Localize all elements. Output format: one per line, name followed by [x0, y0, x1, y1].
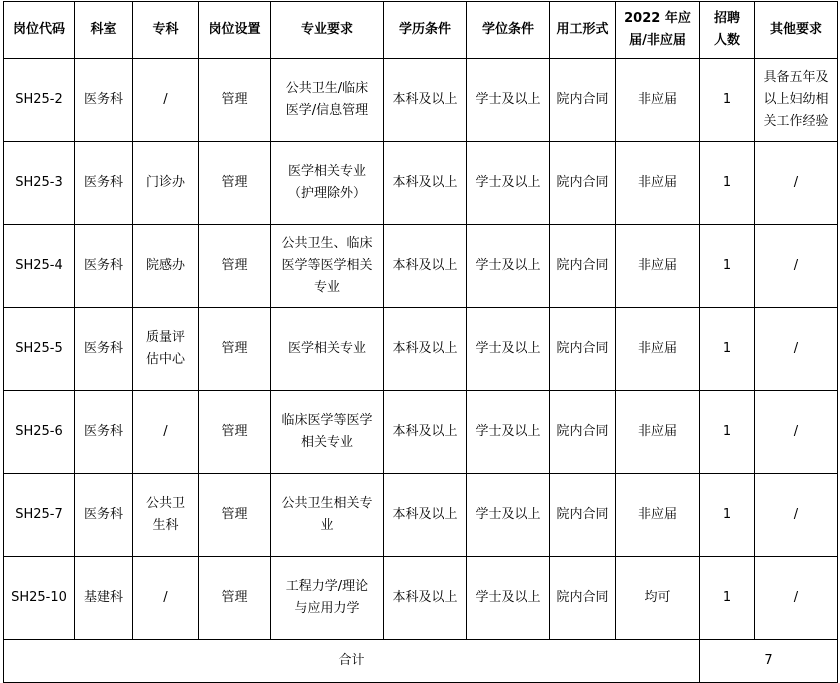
table-cell: 学士及以上 [467, 474, 550, 557]
table-cell: 本科及以上 [384, 391, 467, 474]
table-cell: 医务科 [75, 391, 133, 474]
table-cell: 本科及以上 [384, 142, 467, 225]
table-row [4, 474, 838, 557]
header-cell: 用工形式 [550, 2, 616, 59]
table-cell: / [133, 557, 199, 640]
header-cell: 专业要求 [271, 2, 384, 59]
table-cell: 医务科 [75, 59, 133, 142]
table-cell: 非应届 [616, 225, 700, 308]
table-cell: 管理 [199, 557, 271, 640]
table-cell: 管理 [199, 59, 271, 142]
header-cell: 招聘 人数 [700, 2, 755, 59]
header-cell: 专科 [133, 2, 199, 59]
total-label: 合计 [4, 640, 700, 683]
total-row [4, 640, 838, 683]
header-row [4, 2, 838, 59]
table-row [4, 59, 838, 142]
header-cell: 岗位代码 [4, 2, 75, 59]
table-cell: 基建科 [75, 557, 133, 640]
table-cell: 本科及以上 [384, 557, 467, 640]
table-cell: 1 [700, 474, 755, 557]
table-cell: 学士及以上 [467, 225, 550, 308]
table-cell: 公共卫生/临床 医学/信息管理 [271, 59, 384, 142]
table-cell: 管理 [199, 225, 271, 308]
table-cell: 非应届 [616, 391, 700, 474]
table-cell: 1 [700, 391, 755, 474]
table-cell: 管理 [199, 308, 271, 391]
table-cell: 本科及以上 [384, 474, 467, 557]
total-value: 7 [700, 640, 838, 683]
table-cell: 院内合同 [550, 142, 616, 225]
table-cell: 学士及以上 [467, 142, 550, 225]
table-row [4, 557, 838, 640]
table-cell: 医学相关专业 [271, 308, 384, 391]
table-cell: SH25-2 [4, 59, 75, 142]
header-cell: 学位条件 [467, 2, 550, 59]
table-cell: 学士及以上 [467, 391, 550, 474]
table-cell: 院内合同 [550, 308, 616, 391]
table-cell: 1 [700, 308, 755, 391]
table-cell: 1 [700, 225, 755, 308]
table-cell: 学士及以上 [467, 59, 550, 142]
table-cell: 管理 [199, 474, 271, 557]
table-cell: 本科及以上 [384, 59, 467, 142]
table-cell: 学士及以上 [467, 557, 550, 640]
table-cell: SH25-7 [4, 474, 75, 557]
table-cell: 工程力学/理论 与应用力学 [271, 557, 384, 640]
table-cell: 院内合同 [550, 391, 616, 474]
table-cell: 非应届 [616, 59, 700, 142]
table-cell: 临床医学等医学 相关专业 [271, 391, 384, 474]
table-cell: SH25-3 [4, 142, 75, 225]
table-cell: 公共卫生相关专 业 [271, 474, 384, 557]
table-cell: 质量评 估中心 [133, 308, 199, 391]
table-cell: / [755, 557, 838, 640]
table-row [4, 142, 838, 225]
table-cell: 医务科 [75, 474, 133, 557]
table-cell: SH25-4 [4, 225, 75, 308]
table-cell: / [755, 474, 838, 557]
table-cell: 非应届 [616, 142, 700, 225]
table-cell: 院感办 [133, 225, 199, 308]
header-cell: 岗位设置 [199, 2, 271, 59]
header-cell: 学历条件 [384, 2, 467, 59]
table-cell: 医务科 [75, 308, 133, 391]
table-cell: SH25-10 [4, 557, 75, 640]
table-cell: 医务科 [75, 225, 133, 308]
table-cell: 管理 [199, 142, 271, 225]
table-cell: / [755, 142, 838, 225]
table-cell: / [133, 391, 199, 474]
table-row [4, 225, 838, 308]
table-cell: 本科及以上 [384, 225, 467, 308]
table-cell: 学士及以上 [467, 308, 550, 391]
table-cell: 公共卫 生科 [133, 474, 199, 557]
table-cell: 1 [700, 59, 755, 142]
table-row [4, 308, 838, 391]
table-cell: 院内合同 [550, 557, 616, 640]
table-cell: 院内合同 [550, 474, 616, 557]
table-cell: 均可 [616, 557, 700, 640]
header-cell: 2022 年应 届/非应届 [616, 2, 700, 59]
table-cell: 1 [700, 142, 755, 225]
recruitment-table [3, 1, 838, 683]
table-cell: 管理 [199, 391, 271, 474]
table-cell: 本科及以上 [384, 308, 467, 391]
table-row [4, 391, 838, 474]
table-cell: / [755, 225, 838, 308]
table-cell: 医学相关专业 （护理除外） [271, 142, 384, 225]
table-cell: / [755, 391, 838, 474]
table-cell: / [755, 308, 838, 391]
header-cell: 其他要求 [755, 2, 838, 59]
table-cell: 公共卫生、临床 医学等医学相关 专业 [271, 225, 384, 308]
table-cell: 院内合同 [550, 225, 616, 308]
table-cell: SH25-5 [4, 308, 75, 391]
table-cell: 非应届 [616, 308, 700, 391]
table-cell: 医务科 [75, 142, 133, 225]
table-cell: SH25-6 [4, 391, 75, 474]
table-cell: 非应届 [616, 474, 700, 557]
table-cell: 院内合同 [550, 59, 616, 142]
table-cell: 具备五年及 以上妇幼相 关工作经验 [755, 59, 838, 142]
table-cell: 门诊办 [133, 142, 199, 225]
table-cell: 1 [700, 557, 755, 640]
header-cell: 科室 [75, 2, 133, 59]
table-cell: / [133, 59, 199, 142]
